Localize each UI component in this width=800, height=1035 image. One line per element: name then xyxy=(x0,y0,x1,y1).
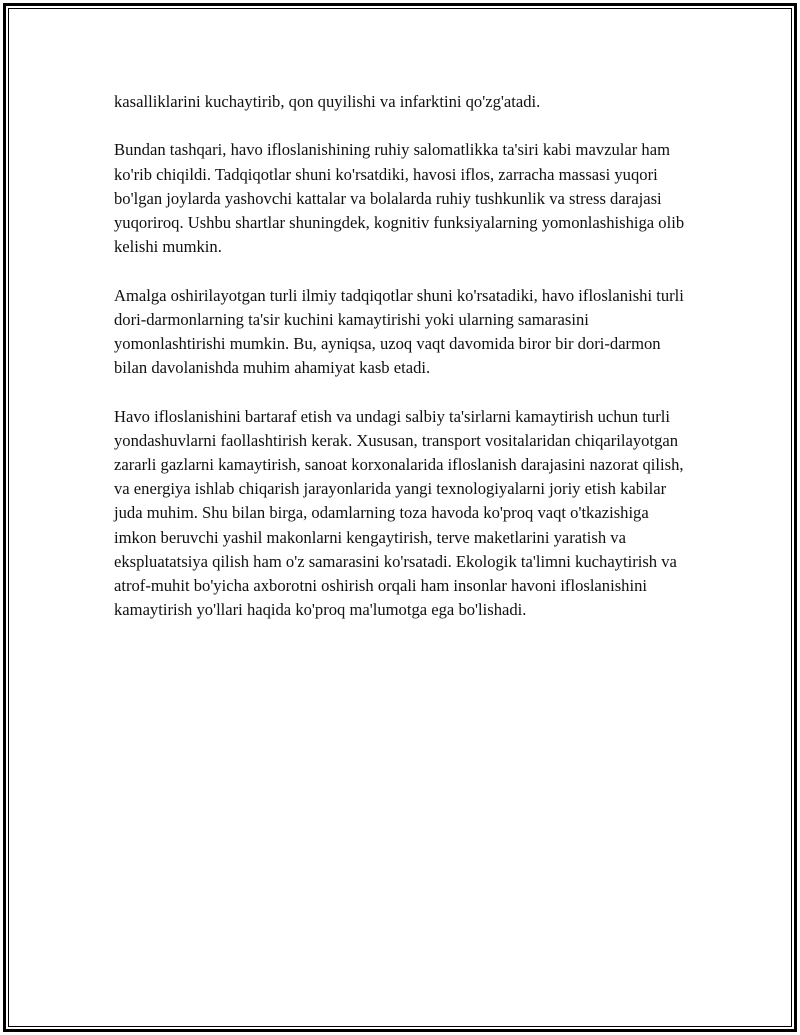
paragraph-2: Bundan tashqari, havo ifloslanishining ruhiy salomatlikka ta'siri kabi mavzular ham ko'rib chiqildi. Tadqiqotlar shuni ko'rsatdiki, havosi iflos, zarracha massasi yuqori bo'lgan joylarda yashovchi kattalar va bolalarda ruhiy tushkunlik va stress darajasi yuqoriroq. Ushbu shartlar shuningdek, kognitiv funksiyalarning yomonlashishiga olib kelishi mumkin. xyxy=(114,140,685,257)
paragraph-3: Amalga oshirilayotgan turli ilmiy tadqiqotlar shuni ko'rsatadiki, havo ifloslanishi turli dori-darmonlarning ta'sir kuchini kamaytirishi yoki ularning samarasini yomonlashtirishi mumkin. Bu, ayniqsa, uzoq vaqt davomida biror bir dori-darmon bilan davolanishda muhim ahamiyat kasb etadi. xyxy=(114,285,684,378)
document-body xyxy=(114,90,689,647)
paragraph-4: Havo ifloslanishini bartaraf etish va undagi salbiy ta'sirlarni kamaytirish uchun turli yondashuvlarni faollashtirish kerak. Xususan, transport vositalaridan chiqarilayotgan zararli gazlarni kamaytirish, sanoat korxonalarida ifloslanish darajasini nazorat qilish, va energiya ishlab chiqarish jarayonlarida yangi texnologiyalarni joriy etish kabilar juda muhim. Shu bilan birga, odamlarning toza havoda ko'proq vaqt o'tkazishiga imkon beruvchi yashil makonlarni kengaytirish, terve maketlarini yaratish va ekspluatatsiya qilish ham o'z samarasini ko'rsatadi. Ekologik ta'limni kuchaytirish va atrof-muhit bo'yicha axborotni oshirish orqali ham insonlar havoni ifloslanishini kamaytirish yo'llari haqida ko'proq ma'lumotga ega bo'lishadi. xyxy=(114,406,684,620)
paragraph-1: kasalliklarini kuchaytirib, qon quyilishi va infarktini qo'zg'atadi. xyxy=(114,92,541,111)
